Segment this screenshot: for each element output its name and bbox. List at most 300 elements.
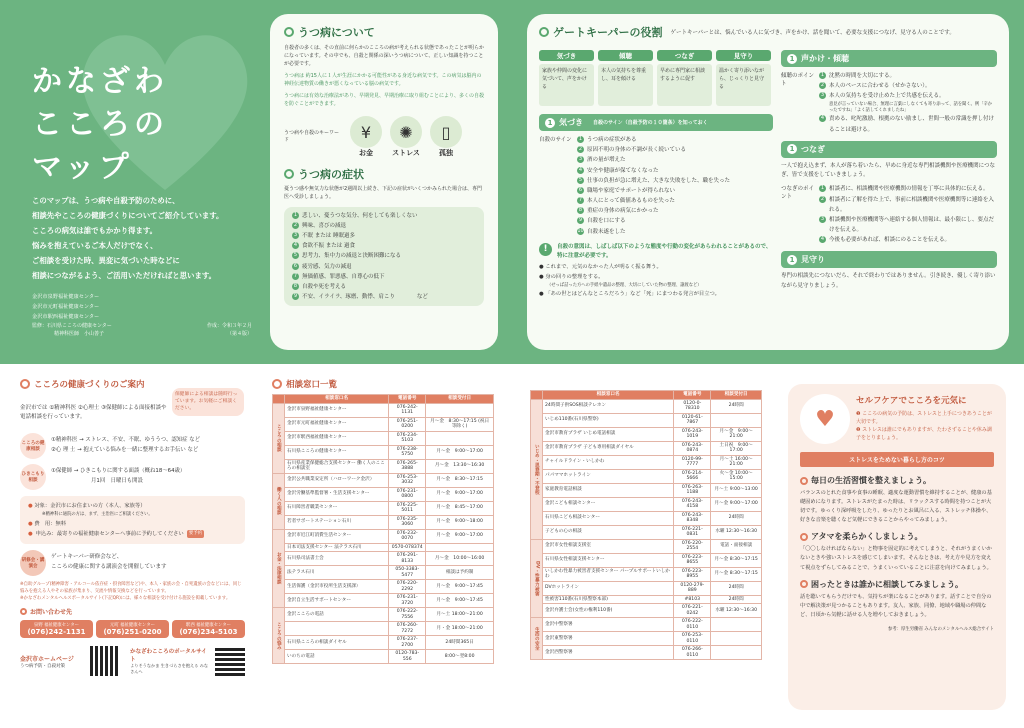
list-item: 10 自殺未遂をした (577, 227, 626, 235)
table-cell: いじめ110番(石川県警察) (543, 413, 674, 427)
list-item: 5 思考力、集中力の減退と決断困難になる (293, 252, 402, 260)
table-cell: 金沢市近江町消費生活センター (285, 529, 389, 543)
symptom-list (284, 207, 484, 307)
phone-cell[interactable]: 076-253-0110 (674, 632, 711, 646)
table-cell (426, 543, 494, 552)
table-cell: 土日祝 9:00～17:00 (711, 441, 762, 455)
phone-cell[interactable]: 076-225-5011 (389, 501, 426, 515)
contact-card[interactable]: 元町 福祉健康センター (076)251-0200 (96, 620, 169, 638)
symptom-heading: うつ病の症状 (284, 166, 484, 182)
qr-code-icon[interactable] (90, 646, 120, 676)
tsunagi-bar: 1 つなぎ (781, 141, 997, 158)
hikikomori-item: 月1回 日曜日も開設 (91, 477, 143, 484)
list-item: 5 仕事の負担が急に増えた、大きな失敗をした、職を失った (578, 176, 731, 184)
table-cell: 金沢公共職業安定所（ハローワーク金沢） (285, 473, 389, 487)
target-note: ※精神科に通院の方は、まず、主治医にご相談ください。 (42, 511, 153, 517)
table-cell: 24時間 (711, 581, 762, 595)
table-cell: 金沢こころの電話 (285, 608, 389, 622)
table-cell: 月～金 8:30～17:15 (711, 553, 762, 567)
table-row (273, 636, 494, 650)
warning-icon: ! (539, 243, 552, 256)
consult-table-1: 相談窓口名 電話番号 相談受付日 こころの相談 金沢市泉野福祉健康センター 076-242-1131 金沢市元町福祉健康センター 076-251-0200 月～金 8:30～17:15 (祝日等除く) 金沢市駅西福祉健康センター 076-234-5103 石川県こころの健康センター 076-238-5750 月～金 9:00～17:00 石川県産業保健総合支援センター 働く人のこころの相談室 076-265-3888 月～金 13:30～16:30 働く人の相談 金沢公共職業安定所（ハローワーク金沢） 076-253-3032 月～金 8:30～17:15 金沢労働基準監督署・生活支援センター 076-231-0800 月～金 9:00～17:00 石川障害者職業センター 076-225-5011 月～金 8:45～17:00 若者サポートステーション石川 076-235-3060 月～金 9:00～18:00 お金・法律相談 金沢市近江町消費生活センター 076-232-0070 月～金 9:00～17:00 日本司法支援センター 法テラス石川 0570-078374 石川県司法書士会 076-291-8133 月～金 10:00～16:00 法テラス石川 050-3383-5477 相談は予約制 生活保護（金沢市役所生活支援課） 076-220-2292 月～金 9:00～17:45 金沢自立生活サポートセンター 076-231-3720 月～金 9:00～17:45 こころの悩み 金沢こころの電話 076-222-7556 月～土 18:00～21:00 076-260-7272 月・金 18:00～21:00 石川県こころの相談ダイヤル 076-237-2700 24時間365日 いのちの電話 0120-783-556 8:00～翌8:00 (272, 394, 494, 664)
depression-card (270, 14, 498, 350)
gatekeeper-lead: ゲートキーパーとは、悩んでいる人に気づき、声をかけ、話を聞いて、必要な支援につなげ、見守る人のことです。 (670, 30, 955, 36)
phone-cell[interactable]: 076-222-0110 (674, 618, 711, 632)
table-cell: 石川県こども相談センター (543, 511, 674, 525)
selfcare-ref: 参考：厚生労働省 みんなのメンタルヘルス総合サイト (887, 626, 994, 632)
ring-icon (284, 27, 294, 37)
table-row (273, 403, 494, 417)
stress-icon: ✺ (390, 116, 422, 148)
consult-list-2 (530, 390, 762, 660)
table-row (273, 622, 494, 636)
step-label: 傾聴 (598, 50, 653, 61)
contact-heading: お問い合わせ先 (20, 607, 245, 616)
list-item: 3 相談機関や医療機関等へ連絡する個人情報は、最小限にし、要点だけを伝える。 (820, 215, 995, 234)
table-cell: 電話・面接相談 (711, 539, 762, 553)
table-row (273, 431, 494, 445)
table-cell: 若者サポートステーション石川 (285, 515, 389, 529)
depression-text-green: うつ病は 約15人に１人が生涯にかかる可能性がある身近な病気です。この病気は脳内の神経伝達物質の働きが悪くなっている脳の病気です。 (284, 73, 482, 87)
supervisor-name: 精神科医師 小山善子 (54, 331, 105, 337)
hp-label: 金沢市ホームページ (20, 655, 74, 663)
table-cell (711, 646, 762, 660)
phone-cell[interactable]: 076-220-2292 (389, 580, 426, 594)
title-line: かなざわ (32, 64, 168, 99)
phone-cell[interactable]: 076-234-5103 (389, 431, 426, 445)
qr-code-icon[interactable] (215, 646, 245, 676)
table-cell: 月～金 9:00～17:00 (426, 445, 494, 459)
phone-cell[interactable]: 076-265-3888 (389, 459, 426, 473)
list-item: 1 うつ病の症状がある (578, 136, 637, 143)
created-date: 作成：令和３年２月 (206, 323, 252, 329)
tsunagi-label: つなぎのポイント (781, 186, 815, 201)
table-row (273, 650, 494, 664)
list-item: 2 興味、喜びの減退 (293, 221, 347, 229)
table-cell: 月～金 9:00～17:45 (426, 594, 494, 608)
step-label: つなぎ (657, 50, 712, 61)
list-item: ❶ こころの病気の予防は、ストレスと上手につきあうことが大切です。 (856, 411, 992, 425)
table-cell: 月～金 8:30～17:15 (426, 473, 494, 487)
table-row (273, 459, 494, 473)
list-item: 8 自殺や死を考える (293, 282, 347, 290)
phone-cell[interactable]: 076-232-0070 (389, 529, 426, 543)
target-line: ● 対象：金沢市にお住まいの方（本人、家族等） (28, 502, 146, 509)
table-row (531, 483, 762, 497)
table-row (273, 580, 494, 594)
step-desc: 家族や仲間の変化に気づいて、声をかける (539, 64, 594, 106)
phone-cell[interactable]: 0120-61-7867 (674, 413, 711, 427)
table-cell: 金沢中警察署 (543, 618, 674, 632)
gatekeeper-steps (539, 50, 773, 106)
table-row (273, 608, 494, 622)
table-cell: 月～金 10:00～16:00 (426, 552, 494, 566)
warning-list (539, 263, 773, 299)
table-row (273, 445, 494, 459)
table-row (273, 515, 494, 529)
table-row (531, 427, 762, 441)
list-item: 9 自殺を口にする (578, 217, 626, 225)
group-label: お金・法律相談 (273, 529, 285, 608)
table-cell: いしかわ性暴力被害者支援センター パープルサポートいしかわ (543, 567, 674, 581)
depression-text: 自殺者の多くは、その直前に何らかのこころの病が考えられる状態であったことが明らかになっています。その中でも、自殺と関係の深いうつ病について、正しい知識を持つことが必要です。 (284, 45, 484, 67)
table-row (273, 552, 494, 566)
step-desc: 本人の気持ちを尊重し、耳を傾ける (598, 64, 653, 106)
note: ※かなざわメンタルヘルスポータルサイト(下記QR)には、様々な相談を受け付ける施設を掲載しています。 (20, 596, 231, 602)
cover-title (32, 60, 168, 189)
group-label: こころの相談 (273, 403, 285, 473)
cover-centers (32, 292, 99, 322)
tip-heading: 毎日の生活習慣を整えましょう。 (800, 475, 994, 486)
table-cell: 石川障害者職業センター (285, 501, 389, 515)
intro-line: 相談につながるよう、ご活用いただければと思います。 (32, 271, 217, 280)
contact-list (20, 620, 245, 638)
money-icon: ¥ (350, 116, 382, 148)
intro-line: 悩みを抱えているご本人だけでなく、 (32, 241, 158, 250)
selfcare-card (788, 384, 1006, 710)
tsunagi-list (819, 184, 995, 245)
depression-heading: うつ病について (284, 24, 484, 40)
table-cell: チャイルドライン・いしかわ (543, 455, 674, 469)
list-item: （せっぱ詰った方への手紙や遺品の整理、大切にしていた物の整理、譲渡など） (547, 283, 702, 289)
table-cell: 石川県産業保健総合支援センター 働く人のこころの相談室 (285, 459, 389, 473)
intro-line: ご相談を受けた時、異変に気づいた時などに (32, 256, 180, 265)
kenko-section (20, 378, 245, 718)
phone-cell[interactable]: 0120-0-78310 (674, 399, 711, 413)
phone-cell[interactable]: 076-291-8133 (389, 552, 426, 566)
phone-cell[interactable]: 0120-99-7777 (674, 455, 711, 469)
list-item: 2 相談者に了解を得た上で、事前に相談機関や医療機関等に連絡を入れる。 (820, 195, 994, 213)
table-row (531, 469, 762, 483)
warning-text: 自殺の意図は、しばしば以下のような態度や行動の変化があらわれることがあるので、特に注意が必要です。 (557, 243, 772, 259)
phone-cell[interactable]: 076-242-1131 (389, 403, 426, 417)
list-item: 9 不安、イライラ、琢磨、動悸、肩こり など (293, 293, 428, 301)
phone-cell[interactable]: 0570-078374 (389, 543, 426, 552)
phone-cell[interactable]: 0120-783-556 (389, 650, 426, 664)
table-cell: 月～金 9:00～18:00 (426, 515, 494, 529)
table-cell: 月～金 9:00～17:00 (426, 487, 494, 501)
list-item: 2 本人のペースに合わせる（せかさない）。 (820, 82, 931, 90)
list-item: 3 酒の量が増えた (578, 156, 626, 164)
table-cell: 金沢西警察署 (543, 646, 674, 660)
sign-list (577, 135, 730, 237)
phone-cell[interactable]: 076-253-3032 (389, 473, 426, 487)
kokoro-item: ②心 理 士 → 抱えている悩みを一緒に整理するお手伝い など (51, 446, 199, 453)
keyword: 孤独 (439, 149, 453, 158)
keyword: ストレス (392, 149, 420, 158)
table-row (531, 646, 762, 660)
table-cell: 石川県司法書士会 (285, 552, 389, 566)
kokoro-item: ①精神科医 → ストレス、不安、不眠、ゆううつ、認知症 など (51, 436, 201, 443)
table-row (273, 417, 494, 431)
table-cell: 金沢弁護士会(女性の権利110番) (543, 604, 674, 618)
table-cell: 月～金 8:30～17:15 (祝日等除く) (426, 417, 494, 431)
portal-label: かなざわこころのポータルサイト (130, 649, 207, 664)
apply-badge: 要予約 (187, 530, 205, 539)
list-item: 4 安全や健康が保てなくなった (578, 166, 659, 174)
phone-cell[interactable]: 076-243-4158 (674, 497, 711, 511)
note: ※自助グループ(精神障害・アルコール依存症・摂食障害など)や、本人・家族の会・自死遺族の会などには、同じ悩みを抱える人やその家族が集まり、交流や情報交換などを行っています。 (20, 582, 242, 595)
symptom-intro: 憂うつ感や無気力な状態が2週間以上続き、下記の症状がいくつかみられた場合は、専門医へ受診しましょう。 (284, 186, 482, 200)
table-row (273, 543, 494, 552)
table-row (531, 581, 762, 595)
kenshu-label: 研修会・講演会 (20, 550, 46, 576)
keyword: お金 (359, 149, 373, 158)
table-cell: 24時間 (711, 399, 762, 413)
step-desc: 温かく寄り添いながら、じっくりと見守る (716, 64, 771, 106)
gatekeeper-card (527, 14, 1009, 350)
list-item: ● 身の回りの整理をする。 (539, 273, 604, 280)
koe-bar: 1 声かけ・傾聴 (781, 50, 997, 67)
list-item: 6 職場や家庭でサポートが得られない (578, 186, 676, 194)
phone-cell[interactable]: 076-243-0874 (674, 441, 711, 455)
list-item: 4 食欲不振 または 過食 (293, 242, 355, 250)
table-cell: 金沢こども相談センター (543, 497, 674, 511)
person-heart-icon: ♥ (800, 394, 850, 444)
portal-sub: よりそうなかま 生きづらさを抱える みなさんへ (130, 663, 209, 675)
mimamori-bar: 1 見守り (781, 251, 997, 268)
table-cell: 24時間子供SOS相談テレホン (543, 399, 674, 413)
contact-card[interactable]: 泉野 福祉健康センター (076)242-1131 (20, 620, 93, 638)
table-cell: パパママホットライン (543, 469, 674, 483)
phone-cell[interactable]: 076-251-0200 (389, 417, 426, 431)
table-cell: 金沢労働基準監督署・生活支援センター (285, 487, 389, 501)
table-row (531, 525, 762, 539)
phone-cell[interactable]: 076-243-1019 (674, 427, 711, 441)
list-item: 1 沈黙の時間を大切にする。 (820, 72, 896, 79)
phone-cell[interactable]: 076-243-8348 (674, 511, 711, 525)
table-cell: 月・金 18:00～21:00 (426, 622, 494, 636)
kenko-lead: 金沢市では ①精神科医 ②心理士 ③保健師による面接相談や電話相談を行っています。 (20, 405, 167, 421)
phone-cell[interactable]: 076-260-7272 (389, 622, 426, 636)
phone-cell[interactable]: 076-214-5666 (674, 469, 711, 483)
table-cell (711, 413, 762, 427)
hp-sub: うつ病予防・自殺対策 (20, 663, 65, 669)
tip-text: 話を聴いてもらうだけでも、気持ちが楽になることがあります。話すことで自分の中で解決策が見つかることもあります。友人、家族、同僚、地域や職場の仲間など、日頃から気軽に話せる人を増やしておきましょう。 (800, 593, 992, 618)
group-label: 生活の安全 (531, 618, 543, 660)
table-cell: 水曜 12:30～16:30 (711, 525, 762, 539)
list-item: 2 原因不明の身体の不調が長く続いている (578, 146, 687, 154)
intro-line: このマップは、うつ病や自殺予防のために、 (32, 196, 180, 205)
phone-cell[interactable]: 0120-279-889 (674, 581, 711, 595)
table-row (531, 567, 762, 581)
phone-cell[interactable]: 076-263-1188 (674, 483, 711, 497)
table-cell: 金沢市教育プラザ 子ども専用相談ダイヤル (543, 441, 674, 455)
table-cell: 24時間 (711, 595, 762, 604)
consult-heading: 相談窓口一覧 (272, 378, 494, 390)
table-cell (711, 618, 762, 632)
contact-card[interactable]: 駅西 福祉健康センター (076)234-5103 (172, 620, 245, 638)
list-item: 4 今後も必要があれば、相談にのることを伝える。 (820, 236, 951, 244)
table-cell: 金沢市教育プラザ いじめ電話相談 (543, 427, 674, 441)
kenshu-item: こころの健康に関する講演会を開催しています (51, 564, 167, 571)
apply-line: ● 申込み：最寄りの福祉健康センターへ事前に予約してください 要予約 (28, 530, 203, 537)
kenko-bubble: 保健師による相談は随時行っています。お気軽にご相談ください。 (172, 388, 244, 416)
door-icon: ▯ (430, 116, 462, 148)
table-cell: 8:00～翌8:00 (426, 650, 494, 664)
table-row (531, 618, 762, 632)
phone-cell[interactable]: 076-220-2554 (674, 539, 711, 553)
table-cell: 月～金 9:00～17:00 (711, 497, 762, 511)
supervisor: 監修：石川県こころの健康センター (32, 323, 112, 329)
table-cell: DVホットライン (543, 581, 674, 595)
phone-cell[interactable]: 076-231-3720 (389, 594, 426, 608)
table-row (531, 413, 762, 427)
group-label: DV・性暴力被害 (531, 539, 543, 618)
table-row (531, 604, 762, 618)
group-label: 働く人の相談 (273, 473, 285, 529)
table-cell (426, 403, 494, 417)
list-item: 7 無価値感、罪悪感、自尊心の低下 (293, 272, 385, 280)
table-cell: 月～金 9:00～21:00 (711, 427, 762, 441)
list-item: 6 疲労感、気力の減退 (293, 262, 352, 270)
table-row (273, 594, 494, 608)
table-cell: 金沢市女性相談支援室 (543, 539, 674, 553)
table-cell: 24時間 (711, 511, 762, 525)
kokoro-label: こころの健康相談 (20, 433, 46, 459)
table-cell: 生活保護（金沢市役所生活支援課） (285, 580, 389, 594)
group-label: いじめ・思春期・不登校 (531, 399, 543, 539)
table-cell (285, 622, 389, 636)
selfcare-title: セルフケアでこころを元気に (856, 396, 967, 406)
phone-cell[interactable]: 076-266-0110 (674, 646, 711, 660)
table-row (273, 566, 494, 580)
group-label: こころの悩み (273, 608, 285, 664)
tip-heading: 困ったときは誰かに相談してみましょう。 (800, 579, 994, 590)
list-item: 1 相談者に、相談機関や医療機関の情報を丁寧に具体的に伝える。 (820, 185, 989, 193)
phone-cell[interactable]: 050-3383-5477 (389, 566, 426, 580)
consult-list-1 (272, 378, 494, 664)
phone-cell[interactable]: 076-231-0800 (389, 487, 426, 501)
kenshu-item: ゲートキーパー研修会など、 (51, 554, 123, 561)
list-item: 4 責める、叱咤激励、根拠のない励まし、世間一般の常識を押し付けることは避ける。 (820, 115, 995, 133)
table-cell: 月～金 9:00～17:45 (426, 580, 494, 594)
table-row (531, 632, 762, 646)
list-item: 1 悲しい、憂うつな気分、何をしても楽しくない (293, 211, 418, 219)
phone-cell[interactable]: 076-221-0242 (674, 604, 711, 618)
gatekeeper-heading: ゲートキーパーの役割 (539, 24, 662, 40)
phone-cell[interactable]: 076-221-0831 (674, 525, 711, 539)
center-name: 金沢市泉野福祉健康センター (32, 294, 100, 300)
table-row (273, 487, 494, 501)
cover-credits (32, 322, 252, 338)
table-cell: 子どもの心の相談 (543, 525, 674, 539)
table-cell: 月～金 8:45～17:00 (426, 501, 494, 515)
bottom-panel (0, 364, 1024, 728)
table-row (273, 529, 494, 543)
table-row (273, 473, 494, 487)
table-row (531, 497, 762, 511)
table-cell (711, 632, 762, 646)
phone-cell[interactable]: 076-223-8955 (674, 567, 711, 581)
table-row (531, 441, 762, 455)
list-item: 8 重症の身体の病気にかかった (578, 207, 659, 215)
table-row (531, 553, 762, 567)
table-cell: 法テラス石川 (285, 566, 389, 580)
step-desc: 早めに専門家に相談するように促す (657, 64, 712, 106)
table-cell: 月～金 8:30～17:15 (711, 567, 762, 581)
table-cell: 金沢市駅西福祉健康センター (285, 431, 389, 445)
table-cell: 石川県こころの健康センター (285, 445, 389, 459)
center-name: 金沢市駅西福祉健康センター (32, 314, 100, 320)
table-row (531, 399, 762, 413)
phone-cell[interactable]: #8103 (674, 595, 711, 604)
consult-table-2: 相談窓口名 電話番号 相談受付日 いじめ・思春期・不登校 24時間子供SOS相談テレホン 0120-0-78310 24時間 いじめ110番(石川県警察) 0120-61-7867 金沢市教育プラザ いじめ電話相談 076-243-1019 月～金 9:00～21:00 金沢市教育プラザ 子ども専用相談ダイヤル 076-243-0874 土日祝 9:00～17:00 チャイルドライン・いしかわ 0120-99-7777 月～土 16:00～21:00 パパママホットライン 076-214-5666 火～金 10:00～15:00 家庭教育電話相談 076-263-1188 月～土 9:00～13:00 金沢こども相談センター 076-243-4158 月～金 9:00～17:00 石川県こども相談センター 076-243-8348 24時間 子どもの心の相談 076-221-0831 水曜 12:30～16:30 DV・性暴力被害 金沢市女性相談支援室 076-220-2554 電話・面接相談 石川県女性相談支援センター 076-223-8655 月～金 8:30～17:15 いしかわ性暴力被害者支援センター パープルサポートいしかわ 076-223-8955 月～金 8:30～17:15 DVホットライン 0120-279-889 24時間 性被害110番(石川県警察本部) #8103 24時間 金沢弁護士会(女性の権利110番) 076-221-0242 水曜 12:30～16:30 生活の安全 金沢中警察署 076-222-0110 金沢東警察署 076-253-0110 金沢西警察署 076-266-0110 (530, 390, 762, 660)
table-cell: 家庭教育電話相談 (543, 483, 674, 497)
table-cell: 水曜 12:30～16:30 (711, 604, 762, 618)
sign-label: 自殺のサイン (539, 137, 572, 143)
table-cell: 火～金 10:00～15:00 (711, 469, 762, 483)
table-cell: 24時間365日 (426, 636, 494, 650)
table-cell: 金沢市泉野福祉健康センター (285, 403, 389, 417)
title-line: マップ (32, 150, 133, 185)
table-cell: 月～土 9:00～13:00 (711, 483, 762, 497)
table-cell (426, 431, 494, 445)
list-item: ❷ ストレスは誰にでもありますが、たわさずることや休み調子をとりましょう。 (856, 427, 992, 441)
title-line: こころの (32, 107, 168, 142)
intro-line: 相談先やこころの健康づくりについてご紹介しています。 (32, 211, 224, 220)
table-cell: 金沢市元町福祉健康センター (285, 417, 389, 431)
table-cell: 相談は予約制 (426, 566, 494, 580)
tip-text: バランスのとれた食事や食事の睡眠、適度な運動習慣を維持することが、健康の基礎固めになります。ストレスがたまった時は、リラックスする時間を持つことが大切です。ゆっくり深呼吸をしたり、ゆったりとお風呂に入る、ストレッチ体操や、好きな音楽を聴くなど気軽にできることからやってみましょう。 (800, 490, 992, 524)
table-cell: 石川県女性相談支援センター (543, 553, 674, 567)
step-label: 気づき (539, 50, 594, 61)
table-cell: 金沢自立生活サポートセンター (285, 594, 389, 608)
table-cell: いのちの電話 (285, 650, 389, 664)
cover-intro (32, 193, 223, 283)
step-label: 見守り (716, 50, 771, 61)
intro-line: こころの病気は誰でもかかり得ます。 (32, 226, 158, 235)
phone-cell[interactable]: 076-238-5750 (389, 445, 426, 459)
table-cell: 月～土 16:00～21:00 (711, 455, 762, 469)
table-cell: 性被害110番(石川県警察本部) (543, 595, 674, 604)
depression-text-green: うつ病には有効な治療法があり、早期発見、早期治療に取り組むことにより、多くの自殺を防ぐことができます。 (284, 92, 485, 107)
tip-heading: アタマを柔らかくしましょう。 (800, 531, 994, 542)
table-row (273, 501, 494, 515)
kenko-info-box (20, 496, 245, 544)
list-item: ● 「あの世とはどんなところだろう」など「死」にまつわる発言が目立つ。 (539, 291, 720, 298)
tsunagi-lead: 一人で抱え込まず、本人が落ち着いたら、早めに身近な専門相談機関や医療機関につなぎ、皆で支援をしていきましょう。 (781, 162, 995, 179)
phone-cell[interactable]: 076-235-3060 (389, 515, 426, 529)
hikikomori-label: ひきこもり相談 (20, 464, 46, 490)
keicho-label: 傾聴のポイント (781, 73, 815, 87)
kizuki-bar: 1 気づき 自殺のサイン（自殺予防の１０箇条）を知っておく (539, 114, 773, 131)
table-row (531, 539, 762, 553)
list-item: 7 本人にとって価値あるものを失った (578, 197, 675, 205)
list-item: ● これまで、元気のなかった人が明るく振る舞う。 (539, 264, 662, 271)
phone-cell[interactable]: 076-237-2700 (389, 636, 426, 650)
list-item: 3 不眠 または 睡眠過多 (293, 232, 355, 240)
center-name: 金沢市元町福祉健康センター (32, 304, 100, 310)
keyword-label: うつ病や自殺のキーワード (284, 129, 340, 144)
table-row (531, 455, 762, 469)
kenko-heading: こころの健康づくりのご案内 (20, 378, 245, 390)
table-row (531, 511, 762, 525)
list-item: 意見が言っていない場合、無理に言葉にしなくても寄り添って、話を聞く。例「辛かったですね」「よく話してくれましたね」 (829, 101, 993, 113)
tip-text: 「〇〇しなければならない」と物事を固定的に考えてしまうと、それがうまくいかないときや強いストレスを感じてしまいます。そんなときは、考え方や見方を変えて視点をずらしてみることで、うまくいっていることに注意を向けてみましょう。 (800, 546, 992, 571)
phone-cell[interactable]: 076-222-7556 (389, 608, 426, 622)
table-cell: 日本司法支援センター 法テラス石川 (285, 543, 389, 552)
table-cell: 金沢東警察署 (543, 632, 674, 646)
hikikomori-item: ①保健師 → ひきこもりに関する面談（概ね18～64歳） (51, 467, 186, 474)
table-row (531, 595, 762, 604)
phone-cell[interactable]: 076-223-8655 (674, 553, 711, 567)
mimamori-text: 専門の相談先につないだら、それで終わりではありません。引き続き、優しく寄り添いながら見守りましょう。 (781, 273, 996, 289)
table-cell: 月～金 9:00～17:00 (426, 529, 494, 543)
table-cell: 月～土 18:00～21:00 (426, 608, 494, 622)
selfcare-band: ストレスをためない暮らし方のコツ (800, 452, 994, 467)
list-item: 3 本人の気持ちを受け止めた上で共感を伝える。 (820, 92, 945, 100)
